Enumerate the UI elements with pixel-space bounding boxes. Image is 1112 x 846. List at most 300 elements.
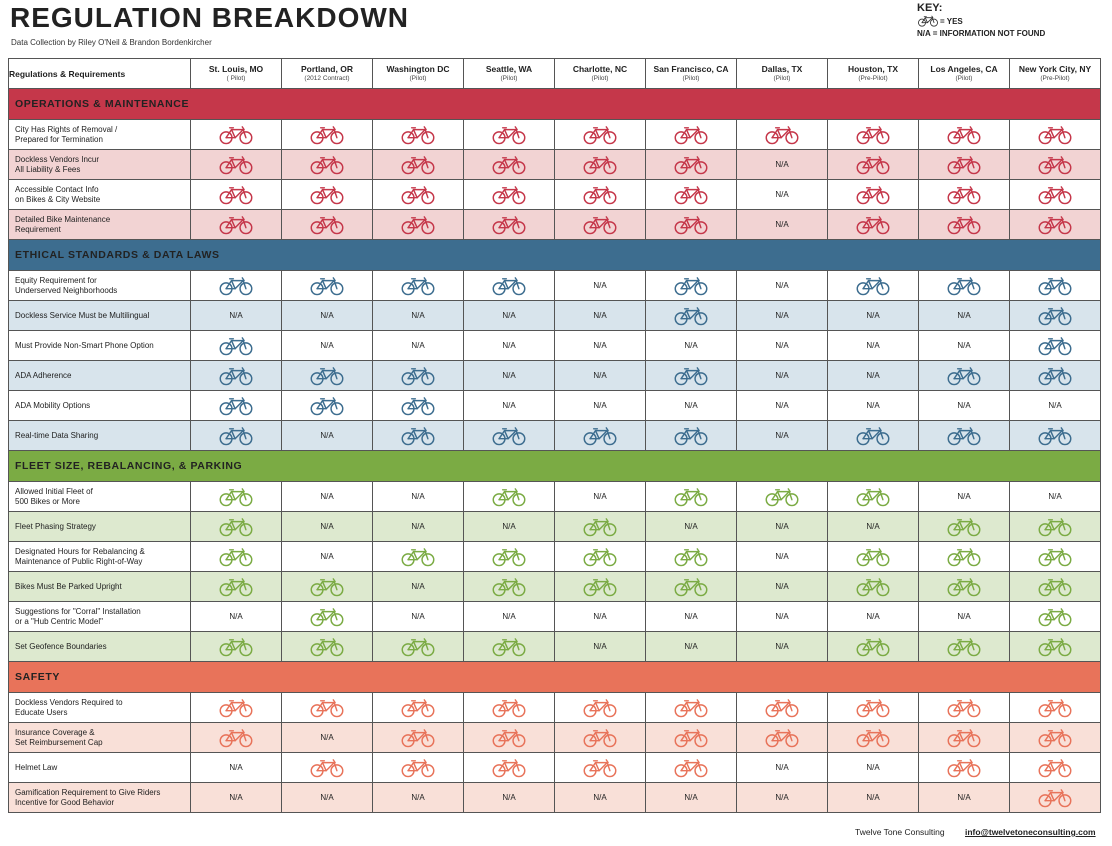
bike-icon bbox=[464, 482, 555, 512]
na-cell: N/A bbox=[737, 512, 828, 542]
regulation-label-line: Prepared for Termination bbox=[15, 134, 103, 144]
bike-icon bbox=[919, 180, 1010, 210]
bike-icon bbox=[1010, 180, 1101, 210]
na-cell: N/A bbox=[737, 391, 828, 421]
na-cell: N/A bbox=[737, 602, 828, 632]
bike-icon bbox=[282, 120, 373, 150]
bike-icon bbox=[828, 180, 919, 210]
bike-icon bbox=[919, 632, 1010, 662]
regulation-label-line: Real-time Data Sharing bbox=[15, 430, 99, 440]
bike-icon bbox=[1010, 693, 1101, 723]
bike-icon bbox=[828, 120, 919, 150]
bike-icon bbox=[1010, 602, 1101, 632]
table-row bbox=[9, 572, 1101, 602]
bike-icon bbox=[1010, 421, 1101, 451]
na-cell: N/A bbox=[737, 421, 828, 451]
bike-icon bbox=[555, 723, 646, 753]
header-city bbox=[555, 59, 646, 89]
table-row bbox=[9, 421, 1101, 451]
na-cell: N/A bbox=[828, 331, 919, 361]
bike-icon bbox=[464, 753, 555, 783]
city-program-note: (Pilot) bbox=[591, 74, 609, 82]
bike-icon bbox=[646, 421, 737, 451]
regulation-label bbox=[9, 482, 191, 512]
header-regulations: Regulations & Requirements bbox=[9, 59, 191, 89]
table-row bbox=[9, 391, 1101, 421]
bike-icon bbox=[373, 421, 464, 451]
table-row bbox=[9, 783, 1101, 813]
na-cell: N/A bbox=[555, 301, 646, 331]
bike-icon bbox=[373, 120, 464, 150]
bike-icon bbox=[282, 632, 373, 662]
bike-icon bbox=[1010, 632, 1101, 662]
na-cell: N/A bbox=[919, 391, 1010, 421]
na-cell: N/A bbox=[191, 301, 282, 331]
city-name: Seattle, WA bbox=[485, 63, 533, 74]
regulation-label-line: Detailed Bike Maintenance bbox=[15, 214, 111, 224]
na-cell: N/A bbox=[373, 331, 464, 361]
header-city bbox=[919, 59, 1010, 89]
city-name: Charlotte, NC bbox=[572, 63, 628, 74]
na-cell: N/A bbox=[191, 753, 282, 783]
bike-icon bbox=[555, 512, 646, 542]
bike-icon bbox=[919, 723, 1010, 753]
city-program-note: (Pilot) bbox=[773, 74, 791, 82]
regulation-label bbox=[9, 753, 191, 783]
city-program-note: (Pilot) bbox=[409, 74, 427, 82]
regulation-label bbox=[9, 542, 191, 572]
table-row bbox=[9, 602, 1101, 632]
regulation-table bbox=[8, 58, 1101, 813]
footer-email-link[interactable]: info@twelvetoneconsulting.com bbox=[965, 827, 1096, 837]
bike-icon bbox=[555, 753, 646, 783]
bike-icon bbox=[737, 723, 828, 753]
bike-icon bbox=[919, 421, 1010, 451]
bike-icon bbox=[191, 482, 282, 512]
bike-icon bbox=[282, 180, 373, 210]
legend-yes-label: = YES bbox=[940, 16, 963, 26]
na-cell: N/A bbox=[555, 482, 646, 512]
na-cell: N/A bbox=[646, 602, 737, 632]
regulation-label-line: Dockless Vendors Required to bbox=[15, 697, 123, 707]
table-row bbox=[9, 693, 1101, 723]
bike-icon bbox=[919, 512, 1010, 542]
city-name: Washington DC bbox=[386, 63, 450, 74]
bike-icon bbox=[464, 572, 555, 602]
city-program-note: (Pilot) bbox=[682, 74, 700, 82]
bike-icon bbox=[646, 271, 737, 301]
legend-na-label: N/A = INFORMATION NOT FOUND bbox=[917, 29, 1046, 38]
bike-icon bbox=[737, 482, 828, 512]
na-cell: N/A bbox=[737, 331, 828, 361]
bike-icon bbox=[373, 542, 464, 572]
bike-icon bbox=[646, 150, 737, 180]
header-city bbox=[737, 59, 828, 89]
regulation-label-line: Must Provide Non-Smart Phone Option bbox=[15, 340, 154, 350]
bike-icon bbox=[1010, 783, 1101, 813]
bike-icon bbox=[919, 572, 1010, 602]
header-city bbox=[646, 59, 737, 89]
na-cell: N/A bbox=[1010, 482, 1101, 512]
na-cell: N/A bbox=[737, 210, 828, 240]
regulation-label-line: Set Reimbursement Cap bbox=[15, 737, 103, 747]
regulation-label bbox=[9, 331, 191, 361]
table-row bbox=[9, 723, 1101, 753]
bike-icon bbox=[1010, 150, 1101, 180]
city-program-note: (Pilot) bbox=[955, 74, 973, 82]
header-city bbox=[282, 59, 373, 89]
na-cell: N/A bbox=[373, 482, 464, 512]
table-row bbox=[9, 210, 1101, 240]
regulation-label-line: ADA Adherence bbox=[15, 370, 72, 380]
regulation-label bbox=[9, 180, 191, 210]
regulation-label-line: 500 Bikes or More bbox=[15, 496, 80, 506]
bike-icon bbox=[191, 693, 282, 723]
table-row bbox=[9, 482, 1101, 512]
bike-icon bbox=[828, 271, 919, 301]
bike-icon bbox=[646, 572, 737, 602]
bike-icon bbox=[555, 421, 646, 451]
bike-icon bbox=[282, 602, 373, 632]
section-title: FLEET SIZE, REBALANCING, & PARKING bbox=[9, 451, 1101, 482]
city-program-note: (2012 Contract) bbox=[304, 74, 350, 82]
legend-title: KEY: bbox=[917, 2, 943, 14]
bike-icon bbox=[737, 120, 828, 150]
bike-icon bbox=[919, 210, 1010, 240]
bike-icon bbox=[919, 271, 1010, 301]
regulation-label-line: on Bikes & City Website bbox=[15, 194, 101, 204]
bike-icon bbox=[464, 632, 555, 662]
na-cell: N/A bbox=[1010, 391, 1101, 421]
bike-icon bbox=[555, 150, 646, 180]
regulation-label-line: Dockless Vendors Incur bbox=[15, 154, 100, 164]
bike-icon bbox=[464, 150, 555, 180]
na-cell: N/A bbox=[373, 512, 464, 542]
bike-icon bbox=[919, 120, 1010, 150]
bike-icon bbox=[373, 150, 464, 180]
na-cell: N/A bbox=[373, 602, 464, 632]
bike-icon bbox=[1010, 572, 1101, 602]
bike-icon bbox=[191, 120, 282, 150]
bike-icon bbox=[373, 723, 464, 753]
bike-icon bbox=[919, 542, 1010, 572]
na-cell: N/A bbox=[737, 542, 828, 572]
bike-icon bbox=[282, 150, 373, 180]
bike-icon bbox=[373, 271, 464, 301]
bike-icon bbox=[828, 693, 919, 723]
section-header-row bbox=[9, 451, 1101, 482]
bike-icon bbox=[1010, 331, 1101, 361]
regulation-label bbox=[9, 693, 191, 723]
regulation-label bbox=[9, 632, 191, 662]
bike-icon bbox=[373, 693, 464, 723]
regulation-label-line: All Liability & Fees bbox=[15, 164, 81, 174]
page-subtitle: Data Collection by Riley O'Neil & Brandon Bordenkircher bbox=[11, 38, 212, 47]
na-cell: N/A bbox=[828, 391, 919, 421]
regulation-label bbox=[9, 602, 191, 632]
bike-icon bbox=[828, 210, 919, 240]
bike-icon bbox=[646, 542, 737, 572]
bike-icon bbox=[919, 693, 1010, 723]
bike-icon bbox=[282, 753, 373, 783]
footer-company: Twelve Tone Consulting bbox=[855, 827, 945, 837]
na-cell: N/A bbox=[919, 331, 1010, 361]
bike-icon bbox=[373, 391, 464, 421]
regulation-label bbox=[9, 271, 191, 301]
na-cell: N/A bbox=[555, 632, 646, 662]
bike-icon bbox=[191, 512, 282, 542]
regulation-label-line: Bikes Must Be Parked Upright bbox=[15, 581, 122, 591]
bike-icon bbox=[464, 271, 555, 301]
section-title: SAFETY bbox=[9, 662, 1101, 693]
bike-icon bbox=[464, 421, 555, 451]
regulation-label-line: Requirement bbox=[15, 224, 61, 234]
table-row bbox=[9, 180, 1101, 210]
bike-icon bbox=[191, 723, 282, 753]
na-cell: N/A bbox=[919, 482, 1010, 512]
header-city bbox=[828, 59, 919, 89]
na-cell: N/A bbox=[282, 301, 373, 331]
na-cell: N/A bbox=[555, 271, 646, 301]
bike-icon bbox=[828, 723, 919, 753]
regulation-label bbox=[9, 361, 191, 391]
regulation-label-line: Underserved Neighborhoods bbox=[15, 285, 118, 295]
header-city bbox=[191, 59, 282, 89]
na-cell: N/A bbox=[919, 602, 1010, 632]
bike-icon bbox=[464, 210, 555, 240]
na-cell: N/A bbox=[646, 632, 737, 662]
regulation-label-line: Equity Requirement for bbox=[15, 275, 97, 285]
regulation-label bbox=[9, 723, 191, 753]
city-name: Los Angeles, CA bbox=[930, 63, 998, 74]
bike-icon bbox=[1010, 753, 1101, 783]
bike-icon bbox=[191, 180, 282, 210]
na-cell: N/A bbox=[828, 512, 919, 542]
regulation-label-line: ADA Mobility Options bbox=[15, 400, 91, 410]
bike-icon bbox=[282, 210, 373, 240]
na-cell: N/A bbox=[282, 723, 373, 753]
na-cell: N/A bbox=[737, 301, 828, 331]
na-cell: N/A bbox=[464, 783, 555, 813]
na-cell: N/A bbox=[191, 783, 282, 813]
table-row bbox=[9, 150, 1101, 180]
bike-icon bbox=[191, 391, 282, 421]
section-title: OPERATIONS & MAINTENANCE bbox=[9, 89, 1101, 120]
na-cell: N/A bbox=[464, 512, 555, 542]
header-city bbox=[1010, 59, 1101, 89]
bike-icon bbox=[1010, 542, 1101, 572]
bike-icon bbox=[646, 180, 737, 210]
bike-icon bbox=[464, 723, 555, 753]
table-row bbox=[9, 753, 1101, 783]
na-cell: N/A bbox=[464, 301, 555, 331]
na-cell: N/A bbox=[737, 180, 828, 210]
bike-icon bbox=[828, 542, 919, 572]
regulation-label bbox=[9, 512, 191, 542]
na-cell: N/A bbox=[373, 783, 464, 813]
regulation-label bbox=[9, 120, 191, 150]
bike-icon bbox=[555, 693, 646, 723]
na-cell: N/A bbox=[737, 150, 828, 180]
na-cell: N/A bbox=[282, 783, 373, 813]
city-program-note: (Pre-Pilot) bbox=[858, 74, 888, 82]
na-cell: N/A bbox=[646, 331, 737, 361]
bike-icon bbox=[1010, 120, 1101, 150]
bike-icon bbox=[191, 210, 282, 240]
na-cell: N/A bbox=[464, 331, 555, 361]
legend bbox=[917, 2, 1107, 38]
section-header-row bbox=[9, 662, 1101, 693]
na-cell: N/A bbox=[737, 271, 828, 301]
table-row bbox=[9, 301, 1101, 331]
bike-icon bbox=[555, 542, 646, 572]
na-cell: N/A bbox=[646, 512, 737, 542]
bike-icon bbox=[191, 421, 282, 451]
bike-icon bbox=[282, 391, 373, 421]
na-cell: N/A bbox=[464, 391, 555, 421]
regulation-label bbox=[9, 150, 191, 180]
regulation-label-line: Maintenance of Public Right-of-Way bbox=[15, 556, 143, 566]
regulation-label-line: Educate Users bbox=[15, 707, 68, 717]
bike-icon bbox=[191, 271, 282, 301]
bike-icon bbox=[828, 632, 919, 662]
bike-icon bbox=[464, 120, 555, 150]
bike-icon bbox=[555, 120, 646, 150]
bike-icon bbox=[282, 361, 373, 391]
na-cell: N/A bbox=[919, 783, 1010, 813]
city-name: Portland, OR bbox=[301, 63, 353, 74]
regulation-label-line: Allowed Initial Fleet of bbox=[15, 486, 93, 496]
bike-icon bbox=[646, 120, 737, 150]
na-cell: N/A bbox=[282, 482, 373, 512]
bike-icon bbox=[646, 753, 737, 783]
na-cell: N/A bbox=[828, 301, 919, 331]
na-cell: N/A bbox=[191, 602, 282, 632]
na-cell: N/A bbox=[555, 602, 646, 632]
regulation-label bbox=[9, 391, 191, 421]
na-cell: N/A bbox=[464, 602, 555, 632]
bike-icon bbox=[191, 361, 282, 391]
regulation-label bbox=[9, 301, 191, 331]
bike-icon bbox=[919, 361, 1010, 391]
bike-icon bbox=[373, 180, 464, 210]
bike-icon bbox=[191, 572, 282, 602]
city-name: San Francisco, CA bbox=[653, 63, 729, 74]
bike-icon bbox=[646, 210, 737, 240]
regulation-label-line: Insurance Coverage & bbox=[15, 727, 95, 737]
na-cell: N/A bbox=[737, 361, 828, 391]
na-cell: N/A bbox=[828, 783, 919, 813]
na-cell: N/A bbox=[555, 331, 646, 361]
bike-icon bbox=[373, 361, 464, 391]
na-cell: N/A bbox=[555, 783, 646, 813]
na-cell: N/A bbox=[828, 753, 919, 783]
bike-icon bbox=[1010, 271, 1101, 301]
header-city bbox=[464, 59, 555, 89]
na-cell: N/A bbox=[282, 542, 373, 572]
table-row bbox=[9, 512, 1101, 542]
bike-icon bbox=[646, 482, 737, 512]
na-cell: N/A bbox=[646, 783, 737, 813]
regulation-label-line: Fleet Phasing Strategy bbox=[15, 521, 96, 531]
city-name: New York City, NY bbox=[1018, 63, 1092, 74]
bike-icon bbox=[282, 693, 373, 723]
bike-icon bbox=[737, 693, 828, 723]
table-row bbox=[9, 632, 1101, 662]
na-cell: N/A bbox=[373, 301, 464, 331]
regulation-label-line: or a "Hub Centric Model" bbox=[15, 616, 103, 626]
bike-icon bbox=[282, 271, 373, 301]
regulation-label-line: Incentive for Good Behavior bbox=[15, 797, 115, 807]
header-row bbox=[9, 59, 1101, 89]
bike-icon bbox=[919, 150, 1010, 180]
table-row bbox=[9, 361, 1101, 391]
regulation-label-line: Set Geofence Boundaries bbox=[15, 641, 107, 651]
regulation-label-line: Dockless Service Must be Multilingual bbox=[15, 310, 150, 320]
regulation-label-line: Suggestions for "Corral" Installation bbox=[15, 606, 141, 616]
regulation-label bbox=[9, 783, 191, 813]
table-row bbox=[9, 120, 1101, 150]
bike-icon bbox=[555, 210, 646, 240]
city-program-note: ( Pilot) bbox=[226, 74, 246, 82]
bike-icon bbox=[191, 331, 282, 361]
bike-icon bbox=[1010, 210, 1101, 240]
regulation-label-line: Helmet Law bbox=[15, 762, 58, 772]
bike-icon bbox=[1010, 723, 1101, 753]
section-header-row bbox=[9, 240, 1101, 271]
na-cell: N/A bbox=[282, 331, 373, 361]
bike-icon bbox=[555, 572, 646, 602]
bike-icon bbox=[191, 542, 282, 572]
na-cell: N/A bbox=[282, 512, 373, 542]
bike-icon bbox=[1010, 301, 1101, 331]
city-name: Dallas, TX bbox=[761, 63, 803, 74]
regulation-label-line: City Has Rights of Removal / bbox=[15, 124, 118, 134]
na-cell: N/A bbox=[646, 391, 737, 421]
table-body bbox=[9, 89, 1101, 813]
regulation-label bbox=[9, 572, 191, 602]
bike-icon bbox=[828, 482, 919, 512]
bike-icon bbox=[1010, 361, 1101, 391]
city-name: St. Louis, MO bbox=[208, 63, 264, 74]
na-cell: N/A bbox=[737, 783, 828, 813]
bike-icon bbox=[464, 542, 555, 572]
table-row bbox=[9, 542, 1101, 572]
bike-icon bbox=[464, 180, 555, 210]
bike-icon bbox=[191, 632, 282, 662]
na-cell: N/A bbox=[919, 301, 1010, 331]
na-cell: N/A bbox=[828, 602, 919, 632]
bike-icon bbox=[373, 753, 464, 783]
bike-icon bbox=[828, 150, 919, 180]
bike-icon bbox=[1010, 512, 1101, 542]
section-header-row bbox=[9, 89, 1101, 120]
regulation-label-line: Gamification Requirement to Give Riders bbox=[15, 787, 161, 797]
regulation-label bbox=[9, 421, 191, 451]
regulation-label-line: Designated Hours for Rebalancing & bbox=[15, 546, 145, 556]
bike-icon bbox=[282, 572, 373, 602]
city-program-note: (Pre-Pilot) bbox=[1040, 74, 1070, 82]
bike-icon bbox=[464, 693, 555, 723]
na-cell: N/A bbox=[282, 421, 373, 451]
bike-icon bbox=[646, 693, 737, 723]
table-row bbox=[9, 271, 1101, 301]
na-cell: N/A bbox=[737, 753, 828, 783]
section-title: ETHICAL STANDARDS & DATA LAWS bbox=[9, 240, 1101, 271]
na-cell: N/A bbox=[828, 361, 919, 391]
regulation-label bbox=[9, 210, 191, 240]
bike-icon bbox=[373, 210, 464, 240]
